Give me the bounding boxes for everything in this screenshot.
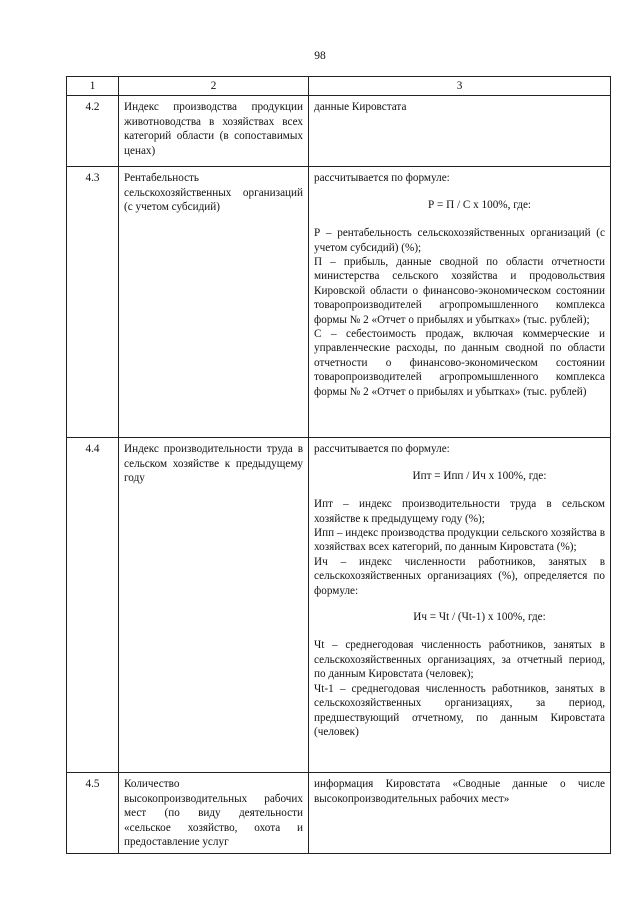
row-number: 4.3 xyxy=(67,167,119,438)
header-col-1: 1 xyxy=(67,77,119,96)
definition: Чt-1 – среднегодовая численность работников, занятых в сельскохозяйственных организациях, за период, предшествующий отчетному, по данным Кировстата (человек) xyxy=(314,682,605,738)
calculation-method xyxy=(309,167,611,438)
method-intro: рассчитывается по формуле: xyxy=(314,443,450,456)
indicator-name: Количество высокопроизводительных рабочих мест (по виду деятельности «сельское хозяйство, охота и предоставление услуг xyxy=(119,773,309,854)
row-number: 4.5 xyxy=(67,773,119,854)
definition: П – прибыль, данные сводной по области отчетности министерства сельского хозяйства и продовольствия Кировской области о финансово-экономическом состоянии товаропроизводителей агропромышленного комплекса формы № 2 «Отчет о прибылях и убытках» (тыс. рублей); xyxy=(314,256,605,326)
definition: Ич – индекс численности работников, занятых в сельскохозяйственных организациях (%), определяется по формуле: xyxy=(314,555,605,597)
table-row xyxy=(67,167,611,438)
formula: Ипт = Ипп / Ич x 100%, где: xyxy=(412,469,547,482)
definition: Ипт – индекс производительности труда в сельском хозяйстве к предыдущему году (%); xyxy=(314,498,605,525)
definition: Р – рентабельность сельскохозяйственных организаций (с учетом субсидий) (%); xyxy=(314,227,605,254)
indicators-table xyxy=(66,76,611,854)
indicator-name: Рентабельность сельскохозяйственных организаций (с учетом субсидий) xyxy=(119,167,309,438)
indicator-name: Индекс производства продукции животноводства в хозяйствах всех категорий области (в сопоставимых ценах) xyxy=(119,96,309,167)
table-header-row xyxy=(67,77,611,96)
table-row xyxy=(67,96,611,167)
indicator-name: Индекс производительности труда в сельском хозяйстве к предыдущему году xyxy=(119,438,309,773)
page-number: 98 xyxy=(314,50,326,62)
table-row xyxy=(67,773,611,854)
definition: Чt – среднегодовая численность работников, занятых в сельскохозяйственных организациях, за отчетный период, по данным Кировстата (человек); xyxy=(314,639,605,681)
calculation-method xyxy=(309,438,611,773)
definition: Ипп – индекс производства продукции сельского хозяйства в хозяйствах всех категорий, по данным Кировстата (%); xyxy=(314,527,605,554)
calculation-method: информация Кировстата «Сводные данные о числе высокопроизводительных рабочих мест» xyxy=(309,773,611,854)
header-col-2: 2 xyxy=(119,77,309,96)
method-intro: рассчитывается по формуле: xyxy=(314,172,450,185)
row-number: 4.2 xyxy=(67,96,119,167)
table-row xyxy=(67,438,611,773)
formula: Ич = Чt / (Чt-1) x 100%, где: xyxy=(413,611,546,624)
row-number: 4.4 xyxy=(67,438,119,773)
formula: Р = П / С x 100%, где: xyxy=(427,198,532,211)
definition: С – себестоимость продаж, включая коммерческие и управленческие расходы, по данным сводной по области отчетности о финансово-экономическом состоянии товаропроизводителей агропромышленного комплекса формы № 2 «Отчет о прибылях и убытках» (тыс. рублей) xyxy=(314,328,605,398)
header-col-3: 3 xyxy=(309,77,611,96)
calculation-method: данные Кировстата xyxy=(309,96,611,167)
